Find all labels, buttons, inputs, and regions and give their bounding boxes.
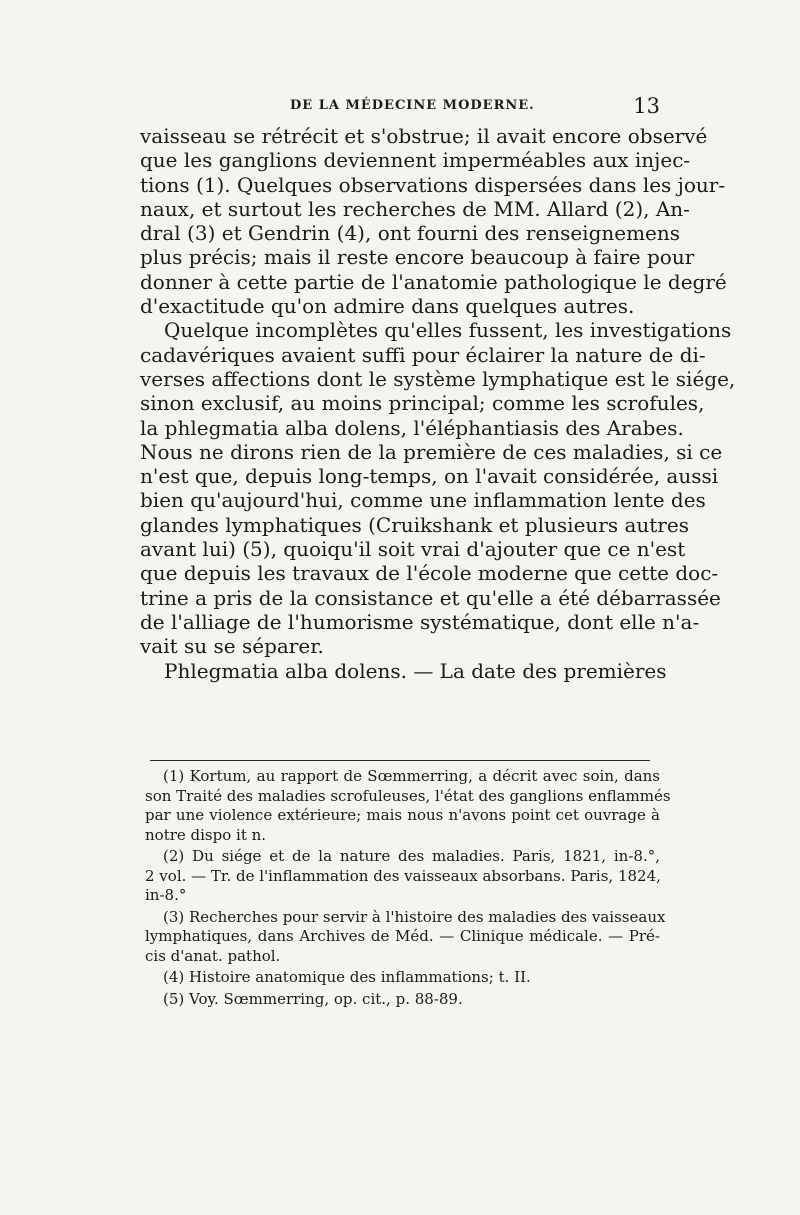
text-line: sinon exclusif, au moins principal; comme les scrofules, xyxy=(140,391,705,416)
text-line: plus précis; mais il reste encore beaucoup à faire pour xyxy=(140,245,695,270)
footnote-5 xyxy=(145,990,660,1010)
running-head xyxy=(140,94,660,122)
text-line: de l'alliage de l'humorisme systématique, dont elle n'a- xyxy=(140,609,700,634)
footnote-line: son Traité des maladies scrofuleuses, l'état des ganglions enflammés xyxy=(145,786,671,805)
footnote-line: in-8.° xyxy=(145,886,187,904)
footnote-line: (4) Histoire anatomique des inflammations; t. II. xyxy=(163,968,531,986)
text-line: la phlegmatia alba dolens, l'éléphantiasis des Arabes. xyxy=(140,415,684,440)
text-line: donner à cette partie de l'anatomie pathologique le degré xyxy=(140,269,727,294)
footnote-2 xyxy=(145,847,660,906)
footnote-line: (3) Recherches pour servir à l'histoire des maladies des vaisseaux xyxy=(163,907,666,926)
text-line: vaisseau se rétrécit et s'obstrue; il avait encore observé xyxy=(140,124,708,148)
text-line: Nous ne dirons rien de la première de ces maladies, si ce xyxy=(140,439,723,464)
footnote-1 xyxy=(145,767,671,845)
text-line: d'exactitude qu'on admire dans quelques autres. xyxy=(140,294,635,319)
footnote-rule xyxy=(150,760,650,761)
footnote-line: (5) Voy. Sœmmerring, op. cit., p. 88-89. xyxy=(163,989,463,1008)
text-line: que depuis les travaux de l'école moderne que cette doc- xyxy=(140,561,719,586)
footnote-line: (2) Du siége et de la nature des maladies. Paris, 1821, in-8.°, xyxy=(163,847,660,865)
footnote-line: cis d'anat. pathol. xyxy=(145,946,281,965)
text-line: cadavériques avaient suffi pour éclairer la nature de di- xyxy=(140,342,706,367)
footnote-line: lymphatiques, dans Archives de Méd. — Clinique médicale. — Pré- xyxy=(145,927,660,945)
footnotes xyxy=(145,767,671,1011)
footnote-line: 2 vol. — Tr. de l'inflammation des vaisseaux absorbans. Paris, 1824, xyxy=(145,866,661,885)
text-line: trine a pris de la consistance et qu'elle a été débarrassée xyxy=(140,585,721,610)
text-line: Phlegmatia alba dolens. — La date des premières xyxy=(164,658,667,683)
text-line: bien qu'aujourd'hui, comme une inflammation lente des xyxy=(140,488,706,513)
footnote-3 xyxy=(145,907,666,967)
page-number: 13 xyxy=(633,94,660,118)
running-title: DE LA MÉDECINE MODERNE. xyxy=(290,98,535,113)
footnote-line: (1) Kortum, au rapport de Sœmmerring, a décrit avec soin, dans xyxy=(163,767,660,785)
text-line: verses affections dont le système lymphatique est le siége, xyxy=(140,366,736,391)
text-line: tions (1). Quelques observations dispersées dans les jour- xyxy=(140,172,726,197)
text-line: glandes lymphatiques (Cruikshank et plusieurs autres xyxy=(140,512,689,537)
footnote-line: par une violence extérieure; mais nous n'avons point cet ouvrage à xyxy=(145,806,660,824)
text-line: avant lui) (5), quoiqu'il soit vrai d'ajouter que ce n'est xyxy=(140,537,686,562)
text-line: vait su se séparer. xyxy=(140,634,324,659)
body-text xyxy=(140,124,736,683)
footnote-line: notre dispo it n. xyxy=(145,825,267,844)
footnote-4 xyxy=(145,968,660,988)
text-line: Quelque incomplètes qu'elles fussent, les investigations xyxy=(164,318,732,343)
text-line: dral (3) et Gendrin (4), ont fourni des renseignemens xyxy=(140,221,681,246)
text-line: naux, et surtout les recherches de MM. Allard (2), An- xyxy=(140,196,690,221)
text-line: n'est que, depuis long-temps, on l'avait considérée, aussi xyxy=(140,464,719,489)
text-line: que les ganglions deviennent imperméables aux injec- xyxy=(140,148,691,173)
